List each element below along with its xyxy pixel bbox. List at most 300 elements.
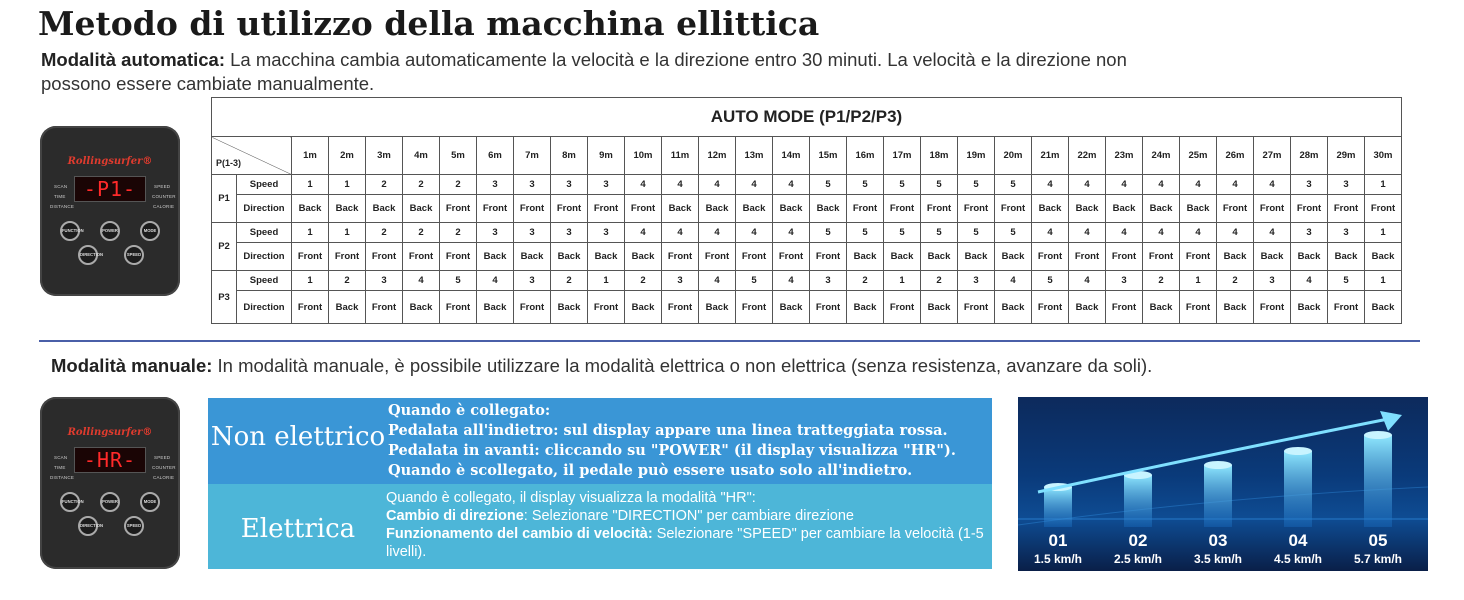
- speed-cell: 1: [1365, 175, 1402, 195]
- speed-cell: 5: [884, 223, 921, 243]
- speed-cell: 4: [1032, 175, 1069, 195]
- speed-level-number: 03: [1208, 531, 1228, 550]
- direction-cell: Back: [625, 243, 662, 271]
- speed-level-value: 5.7 km/h: [1353, 552, 1403, 566]
- direction-cell: Back: [1291, 243, 1328, 271]
- speed-bar: [1124, 475, 1152, 527]
- speed-cell: 4: [1254, 175, 1291, 195]
- speed-bar-top: [1204, 461, 1232, 469]
- speed-cell: 4: [1106, 175, 1143, 195]
- direction-cell: Front: [736, 291, 773, 324]
- manual-mode-text: In modalità manuale, è possibile utilizzare la modalità elettrica o non elettrica (senza resistenza, avanzare da soli).: [212, 355, 1153, 376]
- minute-header: 4m: [403, 137, 440, 175]
- speed-cell: 1: [292, 223, 329, 243]
- direction-cell: Back: [403, 291, 440, 324]
- speed-cell: 5: [810, 223, 847, 243]
- direction-cell: Front: [1106, 243, 1143, 271]
- direction-cell: Front: [736, 243, 773, 271]
- speed-cell: 2: [366, 175, 403, 195]
- speed-cell: 4: [736, 175, 773, 195]
- speed-cell: 3: [662, 271, 699, 291]
- speed-row-label: Speed: [237, 175, 292, 195]
- direction-cell: Back: [699, 195, 736, 223]
- direction-row-label: Direction: [237, 291, 292, 324]
- label-time: TIME: [54, 194, 66, 199]
- direction-cell: Back: [1032, 195, 1069, 223]
- speed-button-icon: SPEED: [124, 516, 144, 536]
- minute-header: 12m: [699, 137, 736, 175]
- minute-header: 1m: [292, 137, 329, 175]
- label-speed: SPEED: [154, 184, 171, 189]
- speed-cell: 4: [1180, 223, 1217, 243]
- direction-cell: Back: [699, 291, 736, 324]
- minute-header: 15m: [810, 137, 847, 175]
- speed-change-label: Funzionamento del cambio di velocità:: [386, 526, 653, 542]
- label-distance: DISTANCE: [50, 204, 75, 209]
- speed-cell: 4: [477, 271, 514, 291]
- speed-cell: 5: [921, 175, 958, 195]
- function-button-icon: FUNCTION: [60, 221, 80, 241]
- direction-cell: Back: [884, 243, 921, 271]
- power-button-icon: POWER: [100, 221, 120, 241]
- speed-cell: 4: [773, 271, 810, 291]
- direction-cell: Back: [958, 243, 995, 271]
- speed-cell: 3: [1106, 271, 1143, 291]
- speed-cell: 2: [625, 271, 662, 291]
- speed-cell: 3: [1328, 223, 1365, 243]
- non-electric-line: Pedalata in avanti: cliccando su "POWER" (il display visualizza "HR").: [388, 442, 956, 459]
- speed-cell: 4: [773, 175, 810, 195]
- speed-level-value: 3.5 km/h: [1193, 552, 1243, 566]
- electric-label: Elettrica: [240, 514, 356, 544]
- minute-header: 14m: [773, 137, 810, 175]
- direction-cell: Front: [588, 195, 625, 223]
- speed-cell: 3: [588, 223, 625, 243]
- mode-button-icon: MODE: [140, 492, 160, 512]
- direction-cell: Back: [551, 243, 588, 271]
- direction-cell: Front: [810, 243, 847, 271]
- speed-cell: 4: [699, 271, 736, 291]
- direction-cell: Back: [1217, 291, 1254, 324]
- label-speed: SPEED: [154, 455, 171, 460]
- speed-cell: 2: [1143, 271, 1180, 291]
- direction-cell: Front: [588, 291, 625, 324]
- speed-button-icon: SPEED: [124, 245, 144, 265]
- direction-cell: Back: [1143, 291, 1180, 324]
- speed-cell: 3: [514, 271, 551, 291]
- direction-cell: Back: [995, 243, 1032, 271]
- non-electric-label: Non elettrico: [210, 422, 386, 452]
- minute-header: 2m: [329, 137, 366, 175]
- direction-cell: Front: [1106, 291, 1143, 324]
- speed-cell: 3: [477, 175, 514, 195]
- speed-level-value: 1.5 km/h: [1033, 552, 1083, 566]
- speed-bar-top: [1364, 431, 1392, 439]
- direction-cell: Back: [1328, 243, 1365, 271]
- direction-cell: Front: [773, 243, 810, 271]
- speed-cell: 4: [1217, 223, 1254, 243]
- speed-level-value: 2.5 km/h: [1113, 552, 1163, 566]
- direction-cell: Front: [884, 195, 921, 223]
- direction-cell: Back: [1180, 195, 1217, 223]
- minute-header: 13m: [736, 137, 773, 175]
- direction-cell: Back: [995, 291, 1032, 324]
- speed-cell: 5: [995, 175, 1032, 195]
- speed-cell: 5: [736, 271, 773, 291]
- direction-row-label: Direction: [237, 195, 292, 223]
- speed-cell: 2: [847, 271, 884, 291]
- direction-cell: Front: [1291, 195, 1328, 223]
- direction-button-icon: DIRECTION: [78, 516, 98, 536]
- function-button-icon: FUNCTION: [60, 492, 80, 512]
- speed-cell: 3: [1328, 175, 1365, 195]
- minute-header: 24m: [1143, 137, 1180, 175]
- non-electric-line: Pedalata all'indietro: sul display appare una linea tratteggiata rossa.: [388, 422, 948, 439]
- direction-cell: Front: [847, 195, 884, 223]
- speed-cell: 2: [921, 271, 958, 291]
- direction-cell: Front: [1328, 195, 1365, 223]
- electric-panel: [208, 484, 992, 569]
- speed-level: [1258, 531, 1338, 566]
- speed-cell: 3: [958, 271, 995, 291]
- non-electric-line: Quando è scollegato, il pedale può essere usato solo all'indietro.: [388, 462, 913, 479]
- controller-brand: Rollingsurfer®: [67, 156, 153, 167]
- speed-cell: 4: [1032, 223, 1069, 243]
- controller-display: -P1-: [74, 176, 146, 202]
- speed-bar: [1044, 487, 1072, 527]
- speed-level-number: 04: [1288, 531, 1308, 550]
- auto-mode-description: [41, 48, 1201, 96]
- speed-cell: 5: [810, 175, 847, 195]
- label-counter: COUNTER: [152, 465, 176, 470]
- direction-cell: Front: [1069, 243, 1106, 271]
- direction-cell: Back: [662, 195, 699, 223]
- program-label: P1: [212, 175, 237, 223]
- speed-cell: 4: [625, 175, 662, 195]
- minute-header: 25m: [1180, 137, 1217, 175]
- speed-level-number: 02: [1128, 531, 1148, 550]
- direction-cell: Back: [588, 243, 625, 271]
- direction-cell: Front: [625, 195, 662, 223]
- direction-cell: Front: [662, 243, 699, 271]
- direction-cell: Back: [1143, 195, 1180, 223]
- speed-cell: 2: [329, 271, 366, 291]
- speed-level: [1178, 531, 1258, 566]
- direction-cell: Front: [329, 243, 366, 271]
- speed-cell: 4: [773, 223, 810, 243]
- non-electric-line: Quando è collegato:: [388, 402, 551, 419]
- direction-cell: Front: [1143, 243, 1180, 271]
- label-calorie: CALORIE: [153, 475, 175, 480]
- speed-bar: [1364, 435, 1392, 527]
- label-distance: DISTANCE: [50, 475, 75, 480]
- minute-header: 7m: [514, 137, 551, 175]
- speed-cell: 4: [995, 271, 1032, 291]
- label-scan: SCAN: [54, 455, 68, 460]
- controller-image-auto: [40, 126, 180, 296]
- minute-header: 16m: [847, 137, 884, 175]
- speed-cell: 4: [1106, 223, 1143, 243]
- minute-header: 6m: [477, 137, 514, 175]
- speed-cell: 3: [514, 175, 551, 195]
- speed-level-number: 01: [1048, 531, 1068, 550]
- minute-header: 23m: [1106, 137, 1143, 175]
- direction-cell: Front: [1328, 291, 1365, 324]
- minute-header: 9m: [588, 137, 625, 175]
- direction-cell: Front: [440, 291, 477, 324]
- speed-cell: 5: [995, 223, 1032, 243]
- speed-bar-top: [1284, 447, 1312, 455]
- program-label: P2: [212, 223, 237, 271]
- speed-cell: 4: [1291, 271, 1328, 291]
- direction-cell: Front: [699, 243, 736, 271]
- minute-header: 27m: [1254, 137, 1291, 175]
- direction-cell: Front: [1032, 291, 1069, 324]
- direction-cell: Back: [810, 195, 847, 223]
- direction-cell: Back: [477, 243, 514, 271]
- speed-cell: 1: [1365, 271, 1402, 291]
- direction-cell: Front: [1180, 291, 1217, 324]
- direction-cell: Back: [921, 291, 958, 324]
- label-scan: SCAN: [54, 184, 68, 189]
- minute-header: 28m: [1291, 137, 1328, 175]
- direction-cell: Front: [440, 243, 477, 271]
- minute-header: 3m: [366, 137, 403, 175]
- speed-bar: [1204, 465, 1232, 527]
- speed-cell: 4: [736, 223, 773, 243]
- direction-cell: Front: [551, 195, 588, 223]
- speed-cell: 1: [1365, 223, 1402, 243]
- direction-cell: Back: [329, 195, 366, 223]
- direction-cell: Front: [1032, 243, 1069, 271]
- speed-cell: 3: [551, 223, 588, 243]
- speed-cell: 2: [1217, 271, 1254, 291]
- controller-display: -HR-: [74, 447, 146, 473]
- direction-cell: Back: [477, 291, 514, 324]
- speed-level-value: 4.5 km/h: [1273, 552, 1323, 566]
- direction-cell: Back: [1291, 291, 1328, 324]
- direction-cell: Back: [773, 291, 810, 324]
- speed-level: [1018, 531, 1098, 566]
- non-electric-panel: [208, 398, 992, 484]
- direction-cell: Front: [958, 195, 995, 223]
- speed-cell: 5: [921, 223, 958, 243]
- speed-cell: 4: [1069, 223, 1106, 243]
- speed-cell: 4: [1254, 223, 1291, 243]
- direction-cell: Back: [403, 195, 440, 223]
- speed-cell: 3: [1254, 271, 1291, 291]
- speed-cell: 1: [1180, 271, 1217, 291]
- speed-cell: 5: [1032, 271, 1069, 291]
- direction-cell: Front: [366, 291, 403, 324]
- direction-cell: Front: [366, 243, 403, 271]
- direction-change-label: Cambio di direzione: [386, 508, 524, 524]
- speed-cell: 5: [440, 271, 477, 291]
- auto-mode-label: Modalità automatica:: [41, 49, 225, 70]
- direction-cell: Front: [1254, 291, 1291, 324]
- speed-change-text: Selezionare "SPEED" per cambiare la velocità (1-5 livelli).: [386, 526, 984, 560]
- minute-header: 11m: [662, 137, 699, 175]
- direction-cell: Front: [995, 195, 1032, 223]
- direction-cell: Back: [551, 291, 588, 324]
- minute-header: 30m: [1365, 137, 1402, 175]
- speed-level-number: 05: [1368, 531, 1388, 550]
- direction-cell: Back: [847, 291, 884, 324]
- label-time: TIME: [54, 465, 66, 470]
- speed-cell: 3: [588, 175, 625, 195]
- direction-button-icon: DIRECTION: [78, 245, 98, 265]
- direction-cell: Front: [403, 243, 440, 271]
- speed-cell: 5: [884, 175, 921, 195]
- direction-cell: Front: [921, 195, 958, 223]
- speed-cell: 1: [588, 271, 625, 291]
- direction-cell: Front: [292, 243, 329, 271]
- speed-cell: 2: [403, 175, 440, 195]
- direction-cell: Front: [1365, 195, 1402, 223]
- speed-cell: 5: [958, 223, 995, 243]
- speed-cell: 3: [551, 175, 588, 195]
- speed-cell: 1: [329, 175, 366, 195]
- minute-header: 18m: [921, 137, 958, 175]
- label-calorie: CALORIE: [153, 204, 175, 209]
- speed-cell: 4: [662, 223, 699, 243]
- speed-cell: 3: [366, 271, 403, 291]
- direction-cell: Front: [514, 195, 551, 223]
- direction-cell: Front: [477, 195, 514, 223]
- minute-header: 8m: [551, 137, 588, 175]
- speed-level: [1098, 531, 1178, 566]
- table-title: AUTO MODE (P1/P2/P3): [212, 98, 1402, 137]
- speed-cell: 2: [366, 223, 403, 243]
- speed-bar: [1284, 451, 1312, 527]
- direction-cell: Front: [1180, 243, 1217, 271]
- direction-cell: Back: [1106, 195, 1143, 223]
- minute-header: 19m: [958, 137, 995, 175]
- direction-cell: Back: [514, 243, 551, 271]
- direction-cell: Back: [1069, 195, 1106, 223]
- minute-header: 21m: [1032, 137, 1069, 175]
- controller-image-manual: [40, 397, 180, 569]
- electric-text: [386, 489, 986, 561]
- page-title: Metodo di utilizzo della macchina ellittica: [38, 4, 820, 43]
- speed-cell: 4: [699, 175, 736, 195]
- direction-cell: Front: [810, 291, 847, 324]
- speed-cell: 2: [440, 223, 477, 243]
- minute-header: 22m: [1069, 137, 1106, 175]
- direction-cell: Back: [736, 195, 773, 223]
- electric-intro: Quando è collegato, il display visualizza la modalità "HR":: [386, 490, 756, 506]
- controller-brand: Rollingsurfer®: [67, 427, 153, 438]
- mode-button-icon: MODE: [140, 221, 160, 241]
- speed-cell: 4: [1217, 175, 1254, 195]
- table-corner: [212, 137, 292, 175]
- electric-speed-line: [386, 525, 986, 561]
- speed-cell: 3: [1291, 175, 1328, 195]
- speed-cell: 5: [958, 175, 995, 195]
- speed-levels-graphic: [1018, 397, 1428, 571]
- speed-cell: 4: [403, 271, 440, 291]
- corner-label: P(1-3): [216, 158, 242, 168]
- speed-cell: 5: [847, 175, 884, 195]
- speed-cell: 5: [847, 223, 884, 243]
- speed-cell: 1: [292, 271, 329, 291]
- speed-cell: 3: [1291, 223, 1328, 243]
- direction-cell: Back: [1365, 243, 1402, 271]
- minute-header: 20m: [995, 137, 1032, 175]
- direction-cell: Back: [366, 195, 403, 223]
- minute-header: 29m: [1328, 137, 1365, 175]
- speed-cell: 1: [292, 175, 329, 195]
- speed-level: [1338, 531, 1418, 566]
- speed-cell: 4: [625, 223, 662, 243]
- speed-cell: 4: [699, 223, 736, 243]
- speed-cell: 2: [440, 175, 477, 195]
- speed-cell: 1: [329, 223, 366, 243]
- speed-cell: 4: [1143, 223, 1180, 243]
- program-label: P3: [212, 271, 237, 324]
- direction-cell: Front: [1254, 195, 1291, 223]
- speed-cell: 4: [1069, 271, 1106, 291]
- minute-header: 10m: [625, 137, 662, 175]
- direction-cell: Back: [773, 195, 810, 223]
- minute-header: 26m: [1217, 137, 1254, 175]
- direction-cell: Back: [847, 243, 884, 271]
- speed-cell: 1: [884, 271, 921, 291]
- direction-cell: Back: [1254, 243, 1291, 271]
- speed-cell: 3: [514, 223, 551, 243]
- direction-cell: Back: [921, 243, 958, 271]
- minute-header: 17m: [884, 137, 921, 175]
- direction-change-text: : Selezionare "DIRECTION" per cambiare direzione: [523, 508, 854, 524]
- direction-row-label: Direction: [237, 243, 292, 271]
- direction-cell: Front: [1217, 195, 1254, 223]
- direction-cell: Front: [958, 291, 995, 324]
- label-counter: COUNTER: [152, 194, 176, 199]
- direction-cell: Front: [884, 291, 921, 324]
- section-divider: [39, 340, 1420, 342]
- speed-cell: 4: [662, 175, 699, 195]
- manual-mode-description: [51, 355, 1152, 377]
- auto-mode-table: [211, 97, 1402, 324]
- direction-cell: Back: [1365, 291, 1402, 324]
- speed-row-label: Speed: [237, 271, 292, 291]
- speed-cell: 3: [477, 223, 514, 243]
- electric-direction-line: [386, 507, 986, 525]
- auto-mode-text: La macchina cambia automaticamente la velocità e la direzione entro 30 minuti. La velocità e la direzione non possono essere cambiate manualmente.: [41, 49, 1127, 94]
- direction-cell: Back: [1069, 291, 1106, 324]
- manual-mode-label: Modalità manuale:: [51, 355, 213, 376]
- speed-cell: 4: [1143, 175, 1180, 195]
- direction-cell: Back: [1217, 243, 1254, 271]
- speed-cell: 4: [1069, 175, 1106, 195]
- speed-cell: 2: [551, 271, 588, 291]
- speed-cell: 4: [1180, 175, 1217, 195]
- direction-cell: Front: [662, 291, 699, 324]
- power-button-icon: POWER: [100, 492, 120, 512]
- speed-cell: 3: [810, 271, 847, 291]
- direction-cell: Front: [440, 195, 477, 223]
- non-electric-text: [388, 401, 988, 481]
- speed-cell: 2: [403, 223, 440, 243]
- direction-cell: Back: [625, 291, 662, 324]
- direction-cell: Back: [329, 291, 366, 324]
- speed-row-label: Speed: [237, 223, 292, 243]
- speed-cell: 5: [1328, 271, 1365, 291]
- direction-cell: Front: [292, 291, 329, 324]
- direction-cell: Front: [514, 291, 551, 324]
- minute-header: 5m: [440, 137, 477, 175]
- direction-cell: Back: [292, 195, 329, 223]
